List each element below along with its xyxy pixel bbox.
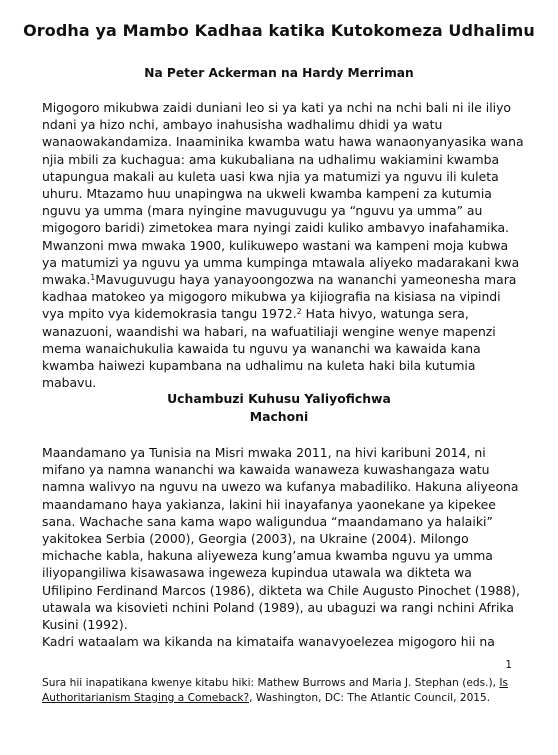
footnote-prefix: Sura hii inapatikana kwenye kitabu hiki: Mathew Burrows and Maria J. Stephan (eds.), bbox=[42, 677, 500, 689]
intro-paragraph bbox=[42, 99, 526, 391]
section-heading-line2: Machoni bbox=[249, 409, 309, 424]
footnote-suffix: , Washington, DC: The Atlantic Council, 2015. bbox=[249, 692, 491, 704]
section-heading-line1: Uchambuzi Kuhusu Yaliyofichwa bbox=[167, 391, 391, 406]
document-title: Orodha ya Mambo Kadhaa katika Kutokomeza Udhalimu bbox=[23, 21, 535, 40]
section-partial-paragraph: Kadri wataalam wa kikanda na kimataifa wanavyoelezea migogoro hii na bbox=[42, 634, 495, 649]
page-number: 1 bbox=[505, 659, 512, 671]
footnote-ref-2: 2 bbox=[296, 307, 302, 317]
source-footnote bbox=[42, 676, 526, 706]
intro-text-part3: Hata hivyo, watunga sera, wanazuoni, waandishi wa habari, na wafuatiliaji wengine wenye mapenzi mema wanaichukulia kawaida tu nguvu ya wananchi wa kawaida kana kwamba haiwezi kupambana na udhalimu na kuleta haki bila kutumia mabavu. bbox=[42, 306, 496, 391]
intro-text-part2: Mavuguvugu haya yanayoongozwa na wananchi yameonesha mara kadhaa matokeo ya migogoro mikubwa ya kijiografia na kisiasa na vipindi vya mpito vya kidemokrasia tangu 1972. bbox=[42, 272, 517, 322]
footnote-ref-1: 1 bbox=[90, 273, 96, 283]
document-authors: Na Peter Ackerman na Hardy Merriman bbox=[144, 66, 414, 80]
section-paragraph: Maandamano ya Tunisia na Misri mwaka 2011, na hivi karibuni 2014, ni mifano ya namna wananchi wa kawaida wanaweza kuwashangaza watu namna walivyo na nguvu na uwezo wa kufanya mabadiliko. Hakuna aliyeona maandamano haya yakianza, lakini hii inayafanya yaonekane ya kipekee sana. Wachache sana kama wapo waligundua “maandamano ya halaiki” yakitokea Serbia (2000), Georgia (2003), na Ukraine (2004). Milongo michache kabla, hakuna aliyeweza kung’amua kwamba nguvu ya umma iliyopangiliwa kisawasawa ingeweza kupindua utawala wa dikteta wa Ufilipino Ferdinand Marcos (1986), dikteta wa Chile Augusto Pinochet (1988), utawala wa kisovieti nchini Poland (1989), au ubaguzi wa rangi nchini Afrika Kusini (1992). bbox=[42, 445, 520, 633]
intro-text-part1: Migogoro mikubwa zaidi duniani leo si ya kati ya nchi na nchi bali ni ile iliyo ndani ya hizo nchi, ambayo inahusisha wadhalimu dhidi ya watu wanaowakandamiza. Inaaminika kwamba watu hawa wanaonyanyasika wana njia mbili za kuchagua: ama kukubaliana na udhalimu wakiamini kwamba utapungua makali au kuleta uasi kwa njia ya matumizi ya nguvu ili kuleta uhuru. Mtazamo huu unapingwa na ukweli kwamba kampeni za kutumia nguvu ya umma (mara nyingine mavuguvugu ya “nguvu ya umma” au migogoro baridi) zimetokea mara nyingi zaidi kuliko ambavyo inafahamika. Mwanzoni mwa mwaka 1900, kulikuwepo wastani wa kampeni moja kubwa ya matumizi ya nguvu ya umma kumpinga mtawala aliyeko madarakani kwa mwaka. bbox=[42, 100, 524, 288]
footnote-book-title: Is Authoritarianism Staging a Comeback? bbox=[42, 677, 508, 704]
